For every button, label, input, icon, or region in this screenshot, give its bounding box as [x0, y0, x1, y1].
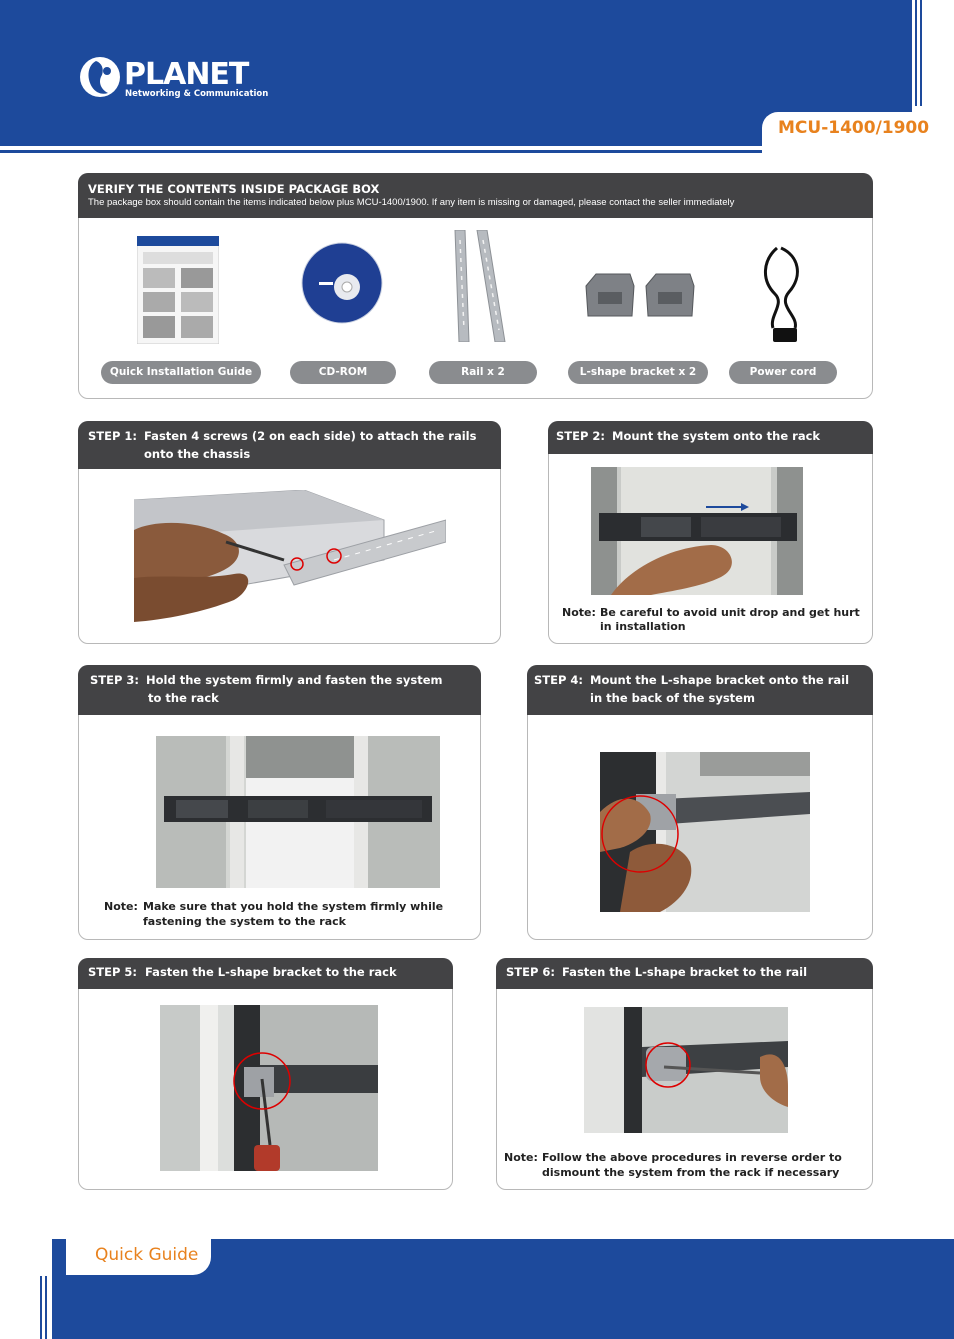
header-edge-line: [920, 0, 922, 106]
brand-tagline: Networking & Communication: [125, 89, 269, 99]
planet-logo-icon: [78, 55, 122, 99]
note-text: Make sure that you hold the system firmly while: [143, 900, 444, 913]
package-title: VERIFY THE CONTENTS INSIDE PACKAGE BOX: [88, 182, 380, 196]
step-instruction: Mount the system onto the rack: [612, 429, 821, 443]
quick-guide-label: Quick Guide: [95, 1245, 199, 1265]
note-label: Note:: [104, 900, 138, 913]
step-instruction: Fasten the L-shape bracket to the rail: [562, 965, 808, 979]
package-description: The package box should contain the items indicated below plus MCU-1400/1900. If any item is missing or damaged, please contact the seller immediately: [88, 197, 735, 208]
model-name: MCU-1400/1900: [778, 118, 930, 138]
note-text: Be careful to avoid unit drop and get hurt: [600, 606, 860, 619]
step-number: STEP 1:: [88, 429, 138, 443]
step-5-panel: [78, 958, 453, 1190]
cd-rom-image: [301, 242, 383, 324]
step-1-header: [78, 421, 501, 469]
step-5-header: [78, 958, 453, 989]
package-contents-panel: [78, 173, 873, 399]
header-rule: [0, 150, 762, 153]
step-6-panel: [496, 958, 873, 1190]
item-label-l-shape-bracket: L-shape bracket x 2: [568, 361, 708, 384]
step-instruction: onto the chassis: [144, 447, 251, 461]
step-5-photo: [160, 1005, 378, 1171]
step-3-photo: [156, 736, 440, 888]
step-2-header: [548, 421, 873, 454]
step-1-photo: [134, 490, 446, 622]
item-label-cd-rom: CD-ROM: [290, 361, 396, 384]
step-number: STEP 5:: [88, 965, 138, 979]
item-label-rail: Rail x 2: [429, 361, 537, 384]
step-instruction: Fasten 4 screws (2 on each side) to attach the rails: [144, 429, 477, 443]
step-2-photo: [591, 467, 803, 595]
brand-name: PLANET: [124, 57, 249, 92]
step-number: STEP 3:: [90, 673, 140, 687]
step-instruction: in the back of the system: [590, 691, 755, 705]
planet-logo: [78, 55, 269, 105]
step-number: STEP 6:: [506, 965, 556, 979]
power-cord-image: [759, 246, 809, 344]
note-text: Follow the above procedures in reverse order to: [542, 1151, 842, 1164]
step-4-panel: [527, 665, 873, 940]
note-text: fastening the system to the rack: [143, 915, 346, 928]
step-1-panel: [78, 421, 501, 644]
step-number: STEP 2:: [556, 429, 606, 443]
quick-guide-image: [137, 236, 219, 344]
l-shape-bracket-image: [584, 272, 696, 320]
step-instruction: Mount the L-shape bracket onto the rail: [590, 673, 850, 687]
step-4-header: [527, 665, 873, 715]
note-text: in installation: [600, 620, 686, 633]
item-label-power-cord: Power cord: [729, 361, 837, 384]
footer-edge-line: [45, 1276, 47, 1339]
step-instruction: Hold the system firmly and fasten the system: [146, 673, 443, 687]
step-6-header: [496, 958, 873, 989]
footer-edge-line: [40, 1276, 42, 1339]
step-6-photo: [584, 1007, 788, 1133]
step-instruction: Fasten the L-shape bracket to the rack: [145, 965, 397, 979]
note-label: Note:: [562, 606, 596, 619]
step-4-photo: [600, 752, 810, 912]
step-number: STEP 4:: [534, 673, 584, 687]
note-text: dismount the system from the rack if necessary: [542, 1166, 840, 1179]
step-3-header: [78, 665, 481, 715]
note-label: Note:: [504, 1151, 538, 1164]
step-instruction: to the rack: [148, 691, 219, 705]
step-2-panel: [548, 421, 873, 644]
header-edge-line: [915, 0, 917, 106]
rail-image: [447, 230, 527, 342]
package-contents-header: [78, 173, 873, 218]
item-label-quick-guide: Quick Installation Guide: [101, 361, 261, 384]
step-3-panel: [78, 665, 481, 940]
